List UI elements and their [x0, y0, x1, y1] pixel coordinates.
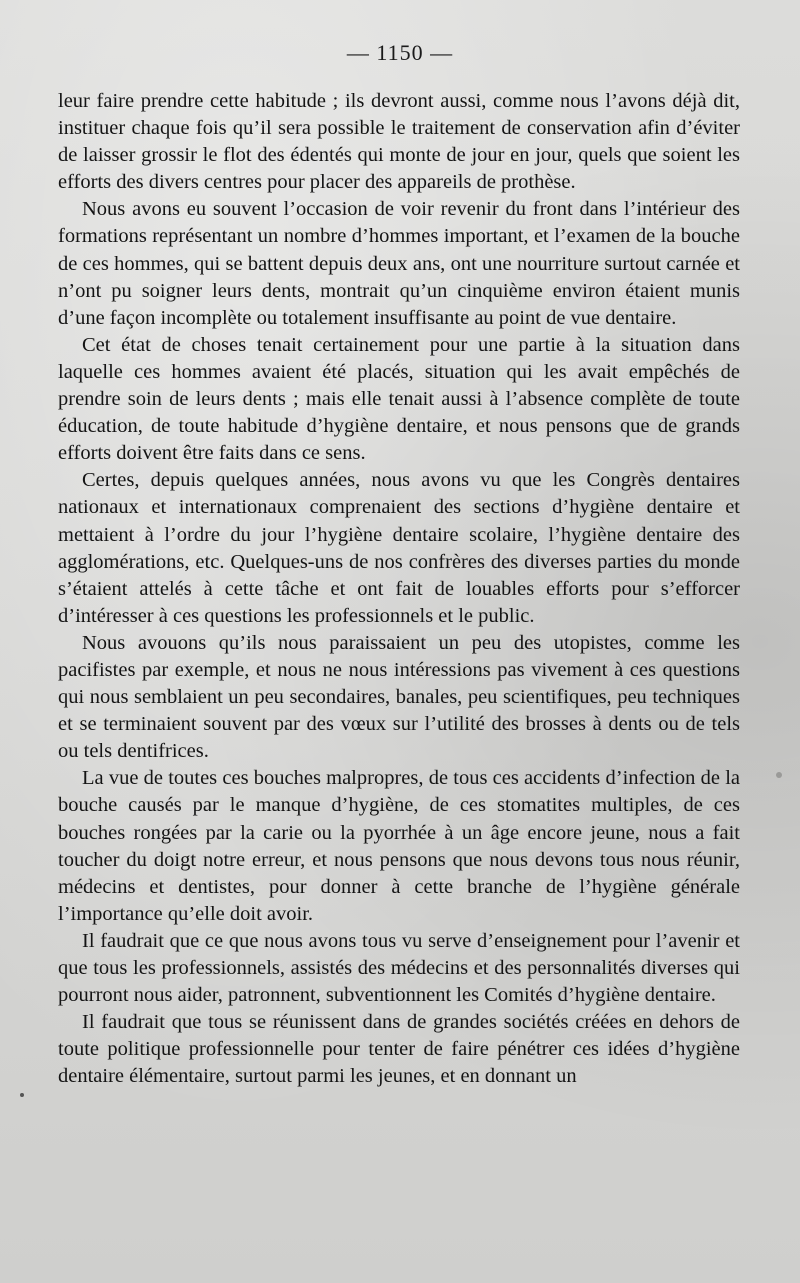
paragraph: La vue de toutes ces bouches malpropres, de tous ces accidents d’infection de la bouche causés par le manque d’hygiène, de ces stomatites multiples, de ces bouches rongées par la carie ou la pyorrhée à un âge encore jeune, nous a fait toucher du doigt notre erreur, et nous pensons que nous devons tous nous réunir, médecins et dentistes, pour donner à cette branche de l’hygiène générale l’importance qu’elle doit avoir. — [58, 767, 740, 925]
paragraph: Il faudrait que ce que nous avons tous vu serve d’enseignement pour l’avenir et que tous les professionnels, assistés des médecins et des personnalités diverses qui pourront nous aider, patronnent, subventionnent les Comités d’hygiène dentaire. — [58, 929, 740, 1007]
paper-speck — [776, 772, 782, 778]
page-number: — 1150 — — [346, 40, 454, 65]
paragraph: Nous avons eu souvent l’occasion de voir revenir du front dans l’intérieur des formations représentant un nombre d’hommes important, et l’examen de la bouche de ces hommes, qui se battent depuis deux ans, ont une nourriture surtout carnée et n’ont pu soigner leurs dents, montrait qu’un cinquième environ étaient munis d’une façon incomplète ou totalement insuffisante au point de vue dentaire. — [58, 198, 740, 329]
paragraph: Certes, depuis quelques années, nous avons vu que les Congrès dentaires nationaux et internationaux comprenaient des sections d’hygiène dentaire et mettaient à l’ordre du jour l’hygiène dentaire scolaire, l’hygiène dentaire des agglomérations, etc. Quelques-uns de nos confrères des diverses parties du monde s’étaient attelés à cette tâche et ont fait de louables efforts pour s’efforcer d’intéresser à ces questions les professionnels et le public. — [58, 469, 740, 627]
paragraph-continuation: leur faire prendre cette habitude ; ils devront aussi, comme nous l’avons déjà dit, instituer chaque fois qu’il sera possible le traitement de conservation afin d’éviter de laisser grossir le flot des édentés qui monte de jour en jour, quels que soient les efforts des divers centres pour placer des appareils de prothèse. — [58, 90, 740, 194]
paper-speck — [20, 1093, 24, 1097]
paragraph: Nous avouons qu’ils nous paraissaient un peu des utopistes, comme les pacifistes par exemple, et nous ne nous intéressions pas vivement à ces questions qui nous semblaient un peu secondaires, banales, peu scientifiques, peu techniques et se terminaient souvent par des vœux sur l’utilité des brosses à dents ou de tels ou tels dentifrices. — [58, 631, 740, 763]
paragraph: Cet état de choses tenait certainement pour une partie à la situation dans laquelle ces hommes avaient été placés, situation qui les avait empêchés de prendre soin de leurs dents ; mais elle tenait aussi à l’absence complète de toute éducation, de toute habitude d’hygiène dentaire, et nous pensons que de grands efforts doivent être faits dans ce sens. — [58, 333, 740, 465]
body-text — [58, 88, 740, 1090]
paragraph: Il faudrait que tous se réunissent dans de grandes sociétés créées en dehors de toute politique professionnelle pour tenter de faire pénétrer ces idées d’hygiène dentaire élémentaire, surtout parmi les jeunes, et en donnant un — [58, 1011, 740, 1088]
